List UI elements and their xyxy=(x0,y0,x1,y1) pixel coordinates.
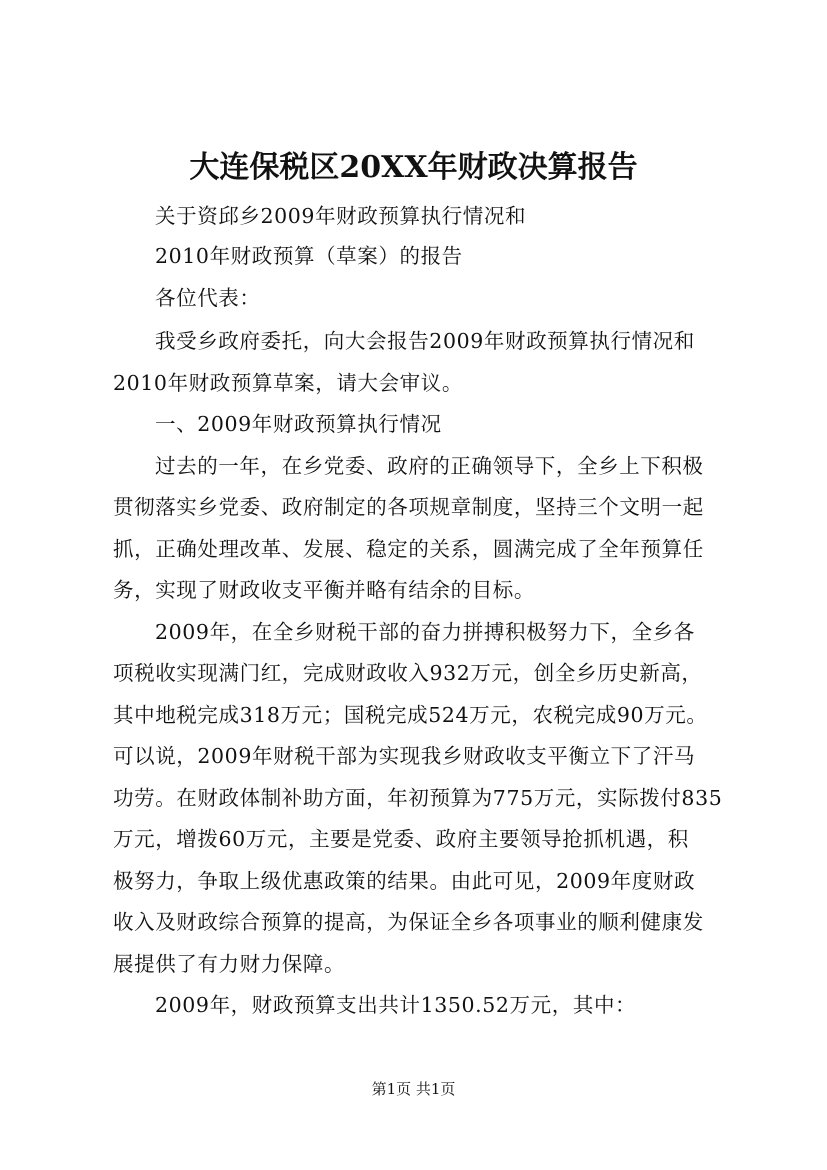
paragraph-line: 功劳。在财政体制补助方面，年初预算为775万元，实际拨付835 xyxy=(113,786,723,810)
paragraph-line: 极努力，争取上级优惠政策的结果。由此可见，2009年度财政 xyxy=(113,869,696,893)
subtitle-line-2: 2010年财政预算（草案）的报告 xyxy=(155,244,463,268)
paragraph-line: 2009年，在全乡财税干部的奋力拼搏积极努力下，全乡各 xyxy=(155,620,695,644)
paragraph-line: 贯彻落实乡党委、政府制定的各项规章制度，坚持三个文明一起 xyxy=(113,495,704,519)
paragraph-line: 可以说，2009年财税干部为实现我乡财政收支平衡立下了汗马 xyxy=(113,744,696,768)
subtitle-line-1: 关于资邱乡2009年财政预算执行情况和 xyxy=(155,204,527,228)
paragraph-line: 项税收实现满门红，完成财政收入932万元，创全乡历史新高， xyxy=(113,661,703,685)
paragraph-line: 2009年，财政预算支出共计1350.52万元，其中： xyxy=(155,993,637,1017)
paragraph-line: 展提供了有力财力保障。 xyxy=(113,952,346,976)
paragraph-line: 过去的一年，在乡党委、政府的正确领导下，全乡上下积极 xyxy=(155,454,704,478)
paragraph-line: 我受乡政府委托，向大会报告2009年财政预算执行情况和 xyxy=(155,329,695,353)
paragraph-line: 抓，正确处理改革、发展、稳定的关系，圆满完成了全年预算任 xyxy=(113,537,704,561)
section-heading: 一、2009年财政预算执行情况 xyxy=(155,412,442,436)
paragraph-line: 务，实现了财政收支平衡并略有结余的目标。 xyxy=(113,578,535,602)
document-title: 大连保税区20XX年财政决算报告 xyxy=(189,150,638,185)
paragraph-line: 2010年财政预算草案，请大会审议。 xyxy=(113,371,463,395)
salutation: 各位代表： xyxy=(155,286,261,310)
page-footer: 第1页 共1页 xyxy=(371,1080,456,1098)
paragraph-line: 其中地税完成318万元；国税完成524万元，农税完成90万元。 xyxy=(113,703,708,727)
paragraph-line: 收入及财政综合预算的提高，为保证全乡各项事业的顺利健康发 xyxy=(113,910,704,934)
paragraph-line: 万元，增拨60万元，主要是党委、政府主要领导抢抓机遇，积 xyxy=(113,827,689,851)
